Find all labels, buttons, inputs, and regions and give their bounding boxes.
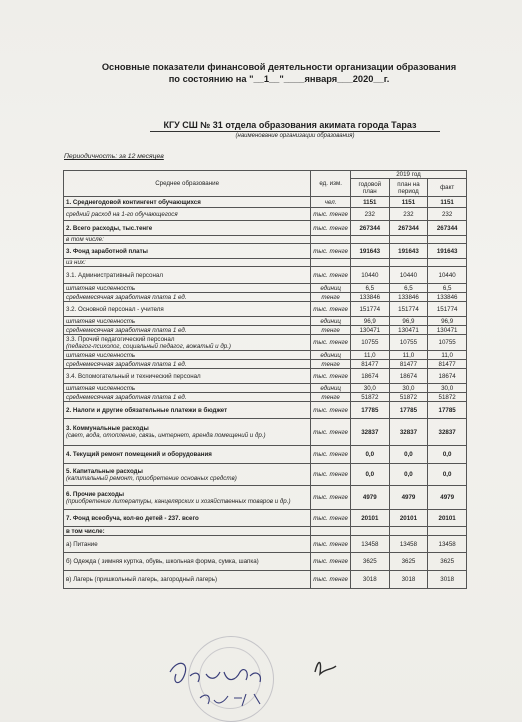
row-unit: тыс. тенге [311,536,351,553]
row-period-plan: 11,0 [389,351,428,360]
row-unit: тыс. тенге [311,553,351,571]
table-row [64,402,467,419]
row-category: б) Одежда ( зимняя куртка, обувь, школьная форма, сумка, шапка) [64,553,311,571]
table-row [64,510,467,527]
header-category: Среднее образование [64,171,311,197]
row-category: 3.3. Прочий педагогический персонал (педагог-психолог, социальный педагог, вожатый и др.) [64,335,311,351]
row-unit [311,259,351,267]
row-fact: 6,5 [428,284,467,293]
row-period-plan: 20101 [389,510,428,527]
row-category: 6. Прочие расходы (приобретение литературы, канцелярских и хозяйственных товаров и др.) [64,486,311,510]
table-row [64,259,467,267]
row-fact: 13458 [428,536,467,553]
row-fact: 0,0 [428,464,467,486]
row-period-plan: 10755 [389,335,428,351]
row-period-plan [389,259,428,267]
row-period-plan: 13458 [389,536,428,553]
row-annual-plan: 3625 [350,553,389,571]
organization-underline [150,131,440,132]
row-fact: 96,9 [428,317,467,326]
row-annual-plan: 18674 [350,369,389,384]
table-row [64,360,467,369]
row-unit: тенге [311,293,351,302]
row-category: в том числе: [64,236,311,244]
table-row [64,236,467,244]
row-fact: 10440 [428,267,467,284]
table-row [64,335,467,351]
row-unit: тыс. тенге [311,208,351,221]
row-period-plan: 232 [389,208,428,221]
row-unit: чел. [311,197,351,208]
row-period-plan: 1151 [389,197,428,208]
row-category: среднемесячная заработная плата 1 ед. [64,293,311,302]
row-fact [428,259,467,267]
row-annual-plan: 10440 [350,267,389,284]
document-title: Основные показатели финансовой деятельности организации образования [101,62,457,72]
table-row [64,302,467,317]
row-unit: тыс. тенге [311,419,351,446]
row-category: штатная численность [64,351,311,360]
table-row [64,197,467,208]
row-period-plan: 151774 [389,302,428,317]
row-category: 3.2. Основной персонал - учителя [64,302,311,317]
row-unit: тыс. тенге [311,486,351,510]
row-annual-plan: 13458 [350,536,389,553]
table-row [64,553,467,571]
row-unit: тыс. тенге [311,221,351,236]
row-category: 2. Налоги и другие обязательные платежи в бюджет [64,402,311,419]
row-period-plan: 51872 [389,393,428,402]
row-category: штатная численность [64,317,311,326]
table-row [64,326,467,335]
row-annual-plan: 81477 [350,360,389,369]
row-annual-plan: 0,0 [350,446,389,464]
row-category: средний расход на 1-го обучающегося [64,208,311,221]
row-fact [428,236,467,244]
table-row [64,419,467,446]
row-period-plan: 17785 [389,402,428,419]
header-period-plan: план на период [389,179,428,197]
row-category: 2. Всего расходы, тыс.тенге [64,221,311,236]
row-category: штатная численность [64,384,311,393]
row-unit: тыс. тенге [311,464,351,486]
row-fact: 0,0 [428,446,467,464]
row-unit: тенге [311,326,351,335]
row-fact: 51872 [428,393,467,402]
row-annual-plan: 191643 [350,244,389,259]
header-annual-plan: годовой план [350,179,389,197]
row-fact: 232 [428,208,467,221]
row-annual-plan: 17785 [350,402,389,419]
row-annual-plan [350,236,389,244]
row-category: среднемесячная заработная плата 1 ед. [64,326,311,335]
row-unit: единиц [311,317,351,326]
row-annual-plan: 51872 [350,393,389,402]
row-period-plan: 18674 [389,369,428,384]
row-fact: 10755 [428,335,467,351]
row-annual-plan: 1151 [350,197,389,208]
row-unit: тыс. тенге [311,510,351,527]
table-row [64,284,467,293]
document-date-line: по состоянию на "__1__"____января___2020__г. [168,74,390,84]
row-period-plan: 6,5 [389,284,428,293]
row-annual-plan: 267344 [350,221,389,236]
row-period-plan: 30,0 [389,384,428,393]
table-row [64,393,467,402]
table-row [64,317,467,326]
table-row [64,351,467,360]
row-category: 3. Коммунальные расходы (свет, вода, отопление, связь, интернет, аренда помещений и др.) [64,419,311,446]
row-category: 4. Текущий ремонт помещений и оборудования [64,446,311,464]
row-period-plan: 32837 [389,419,428,446]
row-category: 7. Фонд всеобуча, кол-во детей - 237. всего [64,510,311,527]
row-unit: тыс. тенге [311,369,351,384]
row-unit: тенге [311,360,351,369]
row-fact [428,527,467,536]
row-fact: 81477 [428,360,467,369]
row-unit [311,236,351,244]
row-category: штатная численность [64,284,311,293]
row-unit: тыс. тенге [311,571,351,589]
row-category: 1. Среднегодовой контингент обучающихся [64,197,311,208]
organization-caption: (наименование организации образования) [235,133,355,139]
table-row [64,369,467,384]
header-unit: ед. изм. [311,171,351,197]
row-unit: тыс. тенге [311,402,351,419]
row-annual-plan: 130471 [350,326,389,335]
row-category: в) Лагерь (пришкольный лагерь, загородный лагерь) [64,571,311,589]
periodicity-label: Периодичность: за 12 месяцев [64,153,164,160]
row-unit: тыс. тенге [311,335,351,351]
row-fact: 18674 [428,369,467,384]
row-annual-plan: 6,5 [350,284,389,293]
row-category: из них: [64,259,311,267]
row-period-plan: 133846 [389,293,428,302]
row-annual-plan: 151774 [350,302,389,317]
row-period-plan: 3018 [389,571,428,589]
row-fact: 20101 [428,510,467,527]
row-period-plan: 10440 [389,267,428,284]
row-annual-plan: 20101 [350,510,389,527]
row-annual-plan: 0,0 [350,464,389,486]
row-annual-plan: 10755 [350,335,389,351]
row-period-plan: 130471 [389,326,428,335]
row-annual-plan: 232 [350,208,389,221]
row-fact: 4979 [428,486,467,510]
row-annual-plan: 4979 [350,486,389,510]
row-period-plan: 96,9 [389,317,428,326]
row-unit [311,527,351,536]
row-unit: единиц [311,384,351,393]
row-period-plan: 191643 [389,244,428,259]
row-annual-plan: 30,0 [350,384,389,393]
row-annual-plan: 96,9 [350,317,389,326]
row-fact: 30,0 [428,384,467,393]
table-row [64,536,467,553]
row-category: среднемесячная заработная плата 1 ед. [64,393,311,402]
handwritten-signature [150,650,360,720]
row-annual-plan: 3018 [350,571,389,589]
table-row [64,293,467,302]
row-period-plan: 267344 [389,221,428,236]
row-fact: 191643 [428,244,467,259]
table-row [64,208,467,221]
header-year: 2019 год [350,171,466,179]
row-annual-plan: 133846 [350,293,389,302]
row-fact: 151774 [428,302,467,317]
row-fact: 32837 [428,419,467,446]
header-fact: факт [428,179,467,197]
row-period-plan: 81477 [389,360,428,369]
table-row [64,221,467,236]
table-row [64,527,467,536]
table-row [64,384,467,393]
table-body [64,197,467,589]
row-category: 3.4. Вспомогательный и технический персонал [64,369,311,384]
table-row [64,464,467,486]
row-unit: тыс. тенге [311,302,351,317]
table-row [64,267,467,284]
row-fact: 3625 [428,553,467,571]
row-fact: 11,0 [428,351,467,360]
row-period-plan [389,236,428,244]
row-unit: тыс. тенге [311,446,351,464]
row-category: 3. Фонд заработной платы [64,244,311,259]
table-row [64,571,467,589]
row-fact: 3018 [428,571,467,589]
row-unit: тыс. тенге [311,267,351,284]
row-period-plan: 0,0 [389,446,428,464]
row-period-plan: 0,0 [389,464,428,486]
row-fact: 133846 [428,293,467,302]
table-row [64,244,467,259]
row-annual-plan: 32837 [350,419,389,446]
row-annual-plan [350,259,389,267]
financial-table [63,170,467,589]
row-annual-plan: 11,0 [350,351,389,360]
table-row [64,446,467,464]
row-period-plan: 3625 [389,553,428,571]
row-annual-plan [350,527,389,536]
row-unit: единиц [311,351,351,360]
row-category: а) Питание [64,536,311,553]
row-unit: единиц [311,284,351,293]
table-row [64,486,467,510]
row-unit: тыс. тенге [311,244,351,259]
row-fact: 17785 [428,402,467,419]
row-category: в том числе: [64,527,311,536]
row-fact: 130471 [428,326,467,335]
organization-name: КГУ СШ № 31 отдела образования акимата города Тараз [163,120,417,130]
row-period-plan [389,527,428,536]
row-unit: тенге [311,393,351,402]
row-period-plan: 4979 [389,486,428,510]
row-category: 3.1. Административный персонал [64,267,311,284]
row-category: 5. Капитальные расходы (капитальный ремонт, приобретение основных средств) [64,464,311,486]
row-fact: 1151 [428,197,467,208]
row-category: среднемесячная заработная плата 1 ед. [64,360,311,369]
row-fact: 267344 [428,221,467,236]
